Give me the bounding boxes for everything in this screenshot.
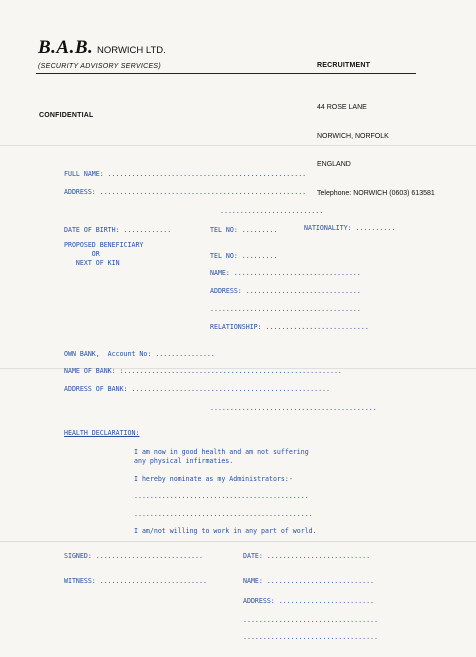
department-label: RECRUITMENT (317, 62, 371, 69)
beneficiary-label: PROPOSED BENEFICIARY OR NEXT OF KIN (64, 241, 144, 267)
address-line: Telephone: NORWICH (0603) 613581 (317, 189, 435, 197)
date-of-birth-field[interactable]: DATE OF BIRTH: ............ (64, 226, 172, 234)
bank-address-field[interactable]: ADDRESS OF BANK: .................................................. (64, 385, 330, 393)
witness-field[interactable]: WITNESS: ........................... (64, 577, 207, 585)
own-bank-field[interactable]: OWN BANK, Account No: ............... (64, 350, 215, 358)
bank-name-field[interactable]: NAME OF BANK: :....................................................... (64, 367, 342, 375)
work-statement: I am/not willing to work in any part of world. (134, 527, 317, 535)
address-line: 44 ROSE LANE (317, 104, 367, 111)
date-field[interactable]: DATE: .......................... (243, 552, 371, 560)
witness-address-line-3[interactable]: .................................. (243, 633, 378, 641)
relationship-field[interactable]: RELATIONSHIP: .......................... (210, 323, 369, 331)
administrator-line[interactable]: ............................................. (134, 510, 313, 518)
administrators-statement: I hereby nominate as my Administrators:- (134, 475, 293, 483)
health-declaration-heading: HEALTH DECLARATION: (64, 429, 140, 437)
tel-no-field[interactable]: TEL NO: ......... (210, 226, 278, 234)
bank-address-line-2[interactable]: .......................................... (210, 404, 377, 412)
confidential-label: CONFIDENTIAL (39, 112, 94, 119)
letterhead-rule (36, 73, 416, 74)
company-subtitle: (SECURITY ADVISORY SERVICES) (38, 63, 162, 70)
health-statement: I am now in good health and am not suffering any physical infirmaties. (134, 448, 309, 465)
signed-field[interactable]: SIGNED: ........................... (64, 552, 203, 560)
beneficiary-address-line-2[interactable]: ...................................... (210, 305, 361, 313)
beneficiary-name-field[interactable]: NAME: ................................ (210, 269, 361, 277)
beneficiary-tel-field[interactable]: TEL NO: ......... (210, 252, 278, 260)
administrator-line[interactable]: ............................................ (134, 492, 309, 500)
full-name-field[interactable]: FULL NAME: .................................................. (64, 170, 307, 178)
address-line-2[interactable]: .......................... (220, 207, 324, 215)
company-name: NORWICH LTD. (97, 45, 166, 56)
address-line: NORWICH, NORFOLK (317, 132, 389, 140)
address-line: ENGLAND (317, 161, 351, 168)
witness-name-field[interactable]: NAME: ........................... (243, 577, 375, 585)
beneficiary-address-field[interactable]: ADDRESS: ............................. (210, 287, 361, 295)
witness-address-line-2[interactable]: .................................. (243, 616, 378, 624)
fold-crease (0, 541, 476, 542)
nationality-field[interactable]: NATIONALITY: .......... (304, 224, 396, 232)
address-field[interactable]: ADDRESS: .................................................... (64, 188, 307, 196)
company-logo: B.A.B. (38, 37, 94, 58)
company-address (317, 84, 435, 217)
witness-address-field[interactable]: ADDRESS: ........................ (243, 597, 375, 605)
